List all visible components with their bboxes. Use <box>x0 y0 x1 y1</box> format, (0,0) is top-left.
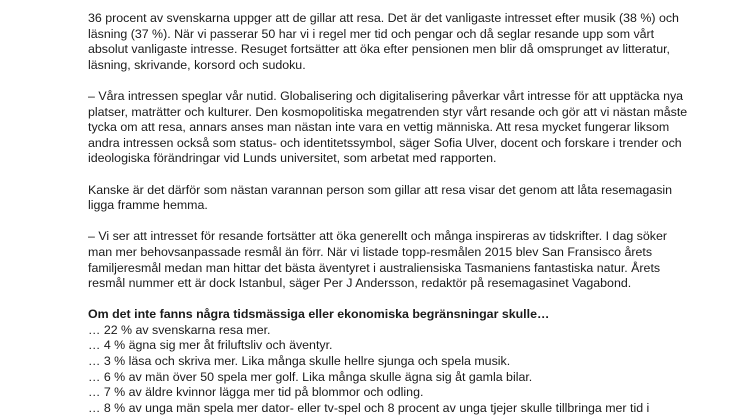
list-item: … 6 % av män över 50 spela mer golf. Lika många skulle ägna sig åt gamla bilar. <box>88 369 533 384</box>
paragraph-magazines: Kanske är det därför som nästan varannan person som gillar att resa visar det genom att låta resemagasin ligga framme hemma. <box>88 182 673 213</box>
paragraph-quote-ulver: – Våra intressen speglar vår nutid. Globalisering och digitalisering påverkar vårt intresse för att upptäcka nya platser, maträtter och kulturer. Den kosmopolitiska megatrenden styr vårt resande och gör att vi nästan måste tycka om att resa, annars anses man nästan inte vara en vettig människa. Att resa mycket fungerar liksom andra intressen också som status- och identitetssymbol, säger Sofia Ulver, docent och forskare i trender och ideologiska förändringar vid Lunds universitet, som arbetat med rapporten. <box>88 88 688 166</box>
paragraph-intro: 36 procent av svenskarna uppger att de gillar att resa. Det är det vanligaste intresset efter musik (38 %) och läsning (37 %). När vi passerar 50 har vi i regel mer tid och pengar och då seglar resande upp som vårt absolut vanligaste intresse. Resuget fortsätter att öka efter pensionen men blir då omsprunget av litteratur, läsning, skrivande, korsord och sudoku. <box>88 11 679 72</box>
list-item: … 7 % av äldre kvinnor lägga mer tid på blommor och odling. <box>88 385 424 400</box>
list-item: … 3 % läsa och skriva mer. Lika många skulle hellre sjunga och spela musik. <box>88 354 511 369</box>
document-body <box>88 11 688 416</box>
list-item: … 8 % av unga män spela mer dator- eller tv-spel och 8 procent av unga tjejer skulle tillbringa mer tid i <box>88 400 650 415</box>
list-item: … 22 % av svenskarna resa mer. <box>88 322 271 337</box>
list-heading: Om det inte fanns några tidsmässiga eller ekonomiska begränsningar skulle… <box>88 307 550 322</box>
statistics-list <box>88 323 688 417</box>
paragraph-quote-andersson: – Vi ser att intresset för resande fortsätter att öka generellt och många inspireras av tidskrifter. I dag söker man mer behovsanpassade resmål än förr. När vi listade topp-resmålen 2015 blev San Fransisco årets familjeresmål medan man hittar det bästa äventyret i australiensiska Tasmaniens fantastiska natur. Årets resmål nummer ett är dock Istanbul, säger Per J Andersson, redaktör på resemagasinet Vagabond. <box>88 229 667 291</box>
list-item: … 4 % ägna sig mer åt friluftsliv och äventyr. <box>88 338 333 353</box>
